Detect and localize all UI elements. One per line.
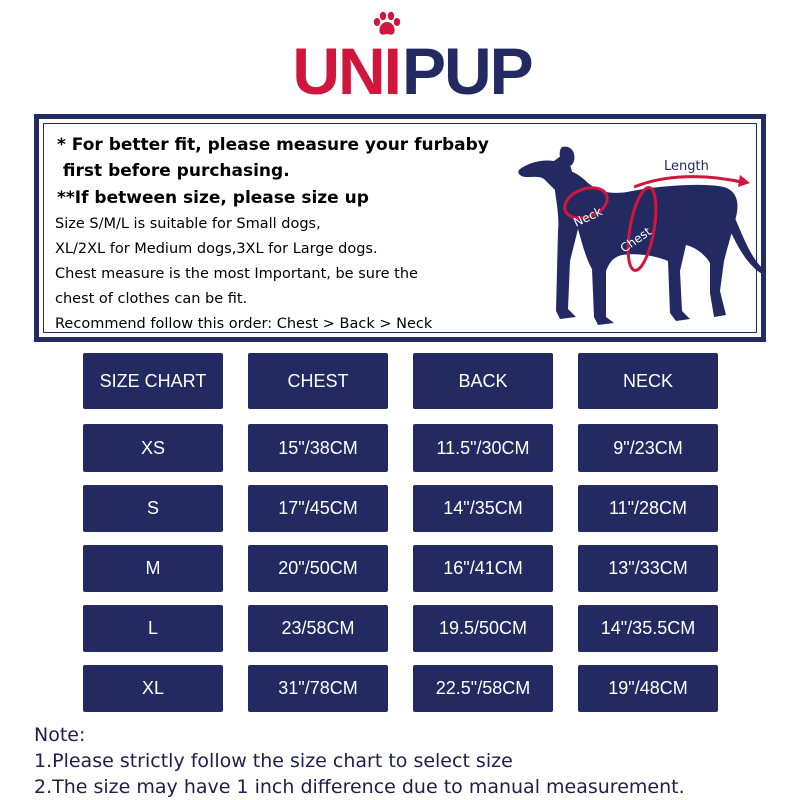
- info-box: [34, 114, 766, 342]
- size-cell-xl: XL: [83, 665, 223, 712]
- back-cell-s: 14"/35CM: [413, 485, 553, 532]
- chest-cell-l: 23/58CM: [248, 605, 388, 652]
- brand-logo: [0, 8, 800, 103]
- chest-label: Chest: [617, 224, 654, 256]
- brand-name-part1: UNI: [292, 34, 400, 103]
- back-cell-xl: 22.5"/58CM: [413, 665, 553, 712]
- dog-measurement-diagram: [514, 121, 769, 336]
- notes-title: Note:: [34, 724, 86, 746]
- neck-cell-xs: 9"/23CM: [578, 424, 718, 472]
- notes-section: [34, 722, 794, 800]
- size-cell-s: S: [83, 485, 223, 532]
- brand-name-part2: PUP: [402, 34, 532, 103]
- chest-cell-m: 20"/50CM: [248, 545, 388, 592]
- header-back: BACK: [413, 353, 553, 409]
- neck-cell-s: 11"/28CM: [578, 485, 718, 532]
- info-bold-line-2: first before purchasing.: [57, 161, 290, 181]
- size-cell-m: M: [83, 545, 223, 592]
- back-cell-l: 19.5/50CM: [413, 605, 553, 652]
- back-cell-xs: 11.5"/30CM: [413, 424, 553, 472]
- header-chest: CHEST: [248, 353, 388, 409]
- neck-cell-m: 13"/33CM: [578, 545, 718, 592]
- chest-cell-s: 17"/45CM: [248, 485, 388, 532]
- header-neck: NECK: [578, 353, 718, 409]
- info-line-4: chest of clothes can be fit.: [55, 291, 248, 307]
- paw-icon: [374, 12, 400, 35]
- info-line-5: Recommend follow this order: Chest > Back > Neck: [55, 316, 433, 332]
- chest-cell-xs: 15"/38CM: [248, 424, 388, 472]
- neck-cell-l: 14"/35.5CM: [578, 605, 718, 652]
- neck-cell-xl: 19"/48CM: [578, 665, 718, 712]
- header-size-chart: SIZE CHART: [83, 353, 223, 409]
- chest-cell-xl: 31"/78CM: [248, 665, 388, 712]
- neck-label: Neck: [571, 204, 605, 230]
- note-item-1: 1.Please strictly follow the size chart to select size: [34, 750, 513, 772]
- info-line-2: XL/2XL for Medium dogs,3XL for Large dogs.: [55, 241, 378, 257]
- info-bold-line-1: * For better fit, please measure your furbaby: [57, 135, 489, 155]
- size-cell-l: L: [83, 605, 223, 652]
- note-item-2: 2.The size may have 1 inch difference due to manual measurement.: [34, 776, 685, 798]
- info-line-3: Chest measure is the most Important, be sure the: [55, 266, 418, 282]
- back-cell-m: 16"/41CM: [413, 545, 553, 592]
- info-line-1: Size S/M/L is suitable for Small dogs,: [55, 216, 321, 232]
- info-bold-line-3: **If between size, please size up: [57, 188, 369, 208]
- length-label: Length: [664, 159, 709, 174]
- size-cell-xs: XS: [83, 424, 223, 472]
